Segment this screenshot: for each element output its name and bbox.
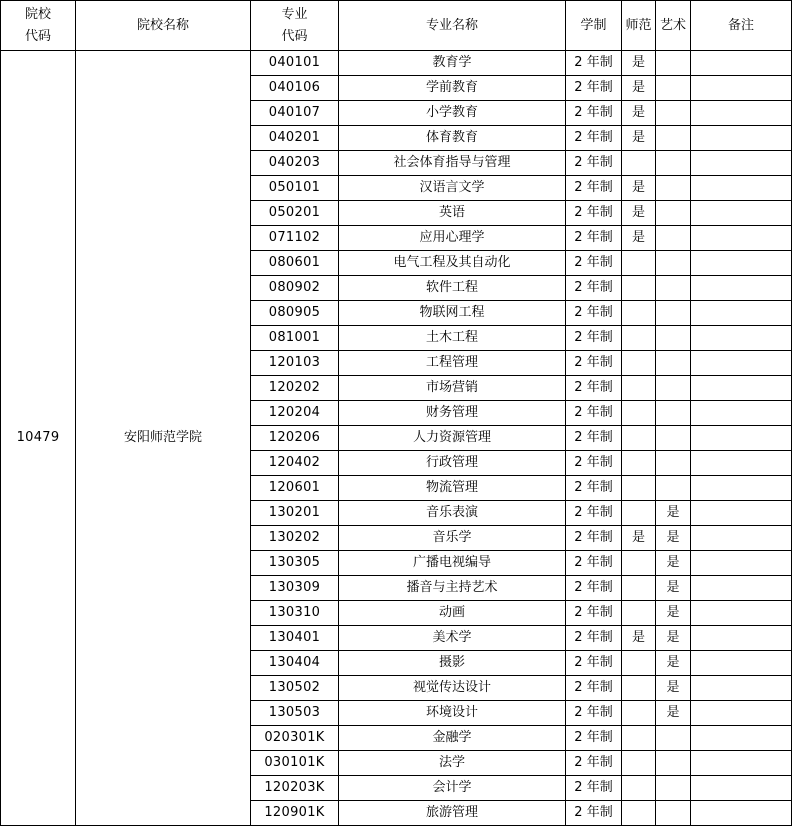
note-cell	[691, 676, 792, 701]
art-cell: 是	[656, 501, 691, 526]
art-cell	[656, 426, 691, 451]
art-cell	[656, 101, 691, 126]
header-school-code: 院校代码	[1, 1, 76, 51]
note-cell	[691, 451, 792, 476]
major-code-cell: 030101K	[251, 751, 339, 776]
note-cell	[691, 426, 792, 451]
normal-cell: 是	[622, 76, 656, 101]
header-major-code: 专业代码	[251, 1, 339, 51]
major-name-cell: 财务管理	[339, 401, 566, 426]
major-name-cell: 行政管理	[339, 451, 566, 476]
header-note: 备注	[691, 1, 792, 51]
normal-cell	[622, 276, 656, 301]
major-code-cell: 120202	[251, 376, 339, 401]
duration-cell: 2 年制	[566, 801, 622, 826]
note-cell	[691, 176, 792, 201]
major-name-cell: 美术学	[339, 626, 566, 651]
normal-cell	[622, 601, 656, 626]
normal-cell	[622, 501, 656, 526]
art-cell	[656, 126, 691, 151]
normal-cell	[622, 776, 656, 801]
duration-cell: 2 年制	[566, 476, 622, 501]
duration-cell: 2 年制	[566, 401, 622, 426]
normal-cell	[622, 651, 656, 676]
major-name-cell: 教育学	[339, 51, 566, 76]
major-code-cell: 120103	[251, 351, 339, 376]
art-cell	[656, 376, 691, 401]
major-code-cell: 080902	[251, 276, 339, 301]
art-cell: 是	[656, 576, 691, 601]
note-cell	[691, 601, 792, 626]
duration-cell: 2 年制	[566, 251, 622, 276]
duration-cell: 2 年制	[566, 451, 622, 476]
duration-cell: 2 年制	[566, 226, 622, 251]
major-name-cell: 广播电视编导	[339, 551, 566, 576]
art-cell	[656, 301, 691, 326]
note-cell	[691, 201, 792, 226]
normal-cell: 是	[622, 126, 656, 151]
duration-cell: 2 年制	[566, 201, 622, 226]
normal-cell	[622, 676, 656, 701]
major-code-cell: 130305	[251, 551, 339, 576]
major-code-cell: 020301K	[251, 726, 339, 751]
art-cell: 是	[656, 601, 691, 626]
school-name-cell: 安阳师范学院	[76, 51, 251, 826]
normal-cell: 是	[622, 226, 656, 251]
art-cell	[656, 76, 691, 101]
major-name-cell: 法学	[339, 751, 566, 776]
duration-cell: 2 年制	[566, 326, 622, 351]
note-cell	[691, 501, 792, 526]
header-duration: 学制	[566, 1, 622, 51]
note-cell	[691, 76, 792, 101]
note-cell	[691, 801, 792, 826]
major-code-cell: 080905	[251, 301, 339, 326]
normal-cell	[622, 301, 656, 326]
duration-cell: 2 年制	[566, 101, 622, 126]
note-cell	[691, 351, 792, 376]
art-cell	[656, 201, 691, 226]
normal-cell	[622, 326, 656, 351]
school-code-cell: 10479	[1, 51, 76, 826]
major-name-cell: 物联网工程	[339, 301, 566, 326]
duration-cell: 2 年制	[566, 651, 622, 676]
duration-cell: 2 年制	[566, 501, 622, 526]
major-code-cell: 040201	[251, 126, 339, 151]
art-cell	[656, 251, 691, 276]
normal-cell	[622, 551, 656, 576]
art-cell: 是	[656, 551, 691, 576]
duration-cell: 2 年制	[566, 426, 622, 451]
note-cell	[691, 376, 792, 401]
duration-cell: 2 年制	[566, 601, 622, 626]
major-name-cell: 摄影	[339, 651, 566, 676]
note-cell	[691, 101, 792, 126]
major-name-cell: 软件工程	[339, 276, 566, 301]
major-name-cell: 电气工程及其自动化	[339, 251, 566, 276]
major-name-cell: 动画	[339, 601, 566, 626]
note-cell	[691, 276, 792, 301]
normal-cell	[622, 726, 656, 751]
duration-cell: 2 年制	[566, 751, 622, 776]
major-name-cell: 应用心理学	[339, 226, 566, 251]
note-cell	[691, 51, 792, 76]
table-header	[1, 1, 792, 51]
normal-cell	[622, 151, 656, 176]
major-code-cell: 040107	[251, 101, 339, 126]
major-code-cell: 050201	[251, 201, 339, 226]
note-cell	[691, 126, 792, 151]
header-major-name: 专业名称	[339, 1, 566, 51]
major-name-cell: 音乐学	[339, 526, 566, 551]
major-name-cell: 小学教育	[339, 101, 566, 126]
note-cell	[691, 151, 792, 176]
major-code-cell: 130401	[251, 626, 339, 651]
duration-cell: 2 年制	[566, 51, 622, 76]
duration-cell: 2 年制	[566, 551, 622, 576]
art-cell	[656, 226, 691, 251]
duration-cell: 2 年制	[566, 351, 622, 376]
major-code-cell: 120601	[251, 476, 339, 501]
art-cell	[656, 51, 691, 76]
normal-cell: 是	[622, 101, 656, 126]
duration-cell: 2 年制	[566, 76, 622, 101]
art-cell	[656, 401, 691, 426]
major-code-cell: 080601	[251, 251, 339, 276]
header-school-name: 院校名称	[76, 1, 251, 51]
major-code-cell: 130309	[251, 576, 339, 601]
major-name-cell: 英语	[339, 201, 566, 226]
normal-cell	[622, 426, 656, 451]
normal-cell	[622, 701, 656, 726]
art-cell: 是	[656, 526, 691, 551]
art-cell	[656, 176, 691, 201]
major-name-cell: 视觉传达设计	[339, 676, 566, 701]
art-cell	[656, 151, 691, 176]
normal-cell	[622, 751, 656, 776]
note-cell	[691, 526, 792, 551]
normal-cell	[622, 451, 656, 476]
note-cell	[691, 551, 792, 576]
art-cell: 是	[656, 651, 691, 676]
art-cell	[656, 351, 691, 376]
major-code-cell: 040203	[251, 151, 339, 176]
art-cell	[656, 451, 691, 476]
major-code-cell: 130502	[251, 676, 339, 701]
duration-cell: 2 年制	[566, 301, 622, 326]
major-name-cell: 物流管理	[339, 476, 566, 501]
major-code-cell: 040106	[251, 76, 339, 101]
table-body	[1, 51, 792, 826]
note-cell	[691, 576, 792, 601]
major-code-cell: 071102	[251, 226, 339, 251]
major-code-cell: 130503	[251, 701, 339, 726]
normal-cell	[622, 476, 656, 501]
normal-cell: 是	[622, 51, 656, 76]
major-code-cell: 130404	[251, 651, 339, 676]
normal-cell: 是	[622, 626, 656, 651]
major-name-cell: 社会体育指导与管理	[339, 151, 566, 176]
note-cell	[691, 776, 792, 801]
duration-cell: 2 年制	[566, 176, 622, 201]
major-code-cell: 130310	[251, 601, 339, 626]
major-name-cell: 学前教育	[339, 76, 566, 101]
major-name-cell: 环境设计	[339, 701, 566, 726]
normal-cell: 是	[622, 201, 656, 226]
art-cell: 是	[656, 626, 691, 651]
note-cell	[691, 326, 792, 351]
normal-cell	[622, 351, 656, 376]
major-name-cell: 金融学	[339, 726, 566, 751]
duration-cell: 2 年制	[566, 676, 622, 701]
note-cell	[691, 751, 792, 776]
major-code-cell: 040101	[251, 51, 339, 76]
normal-cell	[622, 576, 656, 601]
art-cell: 是	[656, 676, 691, 701]
major-name-cell: 音乐表演	[339, 501, 566, 526]
duration-cell: 2 年制	[566, 576, 622, 601]
note-cell	[691, 726, 792, 751]
duration-cell: 2 年制	[566, 776, 622, 801]
major-code-cell: 120204	[251, 401, 339, 426]
normal-cell	[622, 376, 656, 401]
note-cell	[691, 476, 792, 501]
duration-cell: 2 年制	[566, 526, 622, 551]
art-cell	[656, 776, 691, 801]
note-cell	[691, 626, 792, 651]
art-cell	[656, 276, 691, 301]
major-name-cell: 工程管理	[339, 351, 566, 376]
art-cell	[656, 751, 691, 776]
major-code-cell: 050101	[251, 176, 339, 201]
art-cell: 是	[656, 701, 691, 726]
major-name-cell: 播音与主持艺术	[339, 576, 566, 601]
duration-cell: 2 年制	[566, 376, 622, 401]
major-code-cell: 120203K	[251, 776, 339, 801]
note-cell	[691, 301, 792, 326]
note-cell	[691, 651, 792, 676]
major-code-cell: 081001	[251, 326, 339, 351]
note-cell	[691, 226, 792, 251]
major-name-cell: 体育教育	[339, 126, 566, 151]
duration-cell: 2 年制	[566, 726, 622, 751]
header-art: 艺术	[656, 1, 691, 51]
normal-cell	[622, 251, 656, 276]
duration-cell: 2 年制	[566, 626, 622, 651]
major-name-cell: 汉语言文学	[339, 176, 566, 201]
art-cell	[656, 326, 691, 351]
art-cell	[656, 476, 691, 501]
normal-cell	[622, 801, 656, 826]
normal-cell: 是	[622, 176, 656, 201]
major-code-cell: 120402	[251, 451, 339, 476]
duration-cell: 2 年制	[566, 701, 622, 726]
table-row	[1, 51, 792, 76]
header-normal: 师范	[622, 1, 656, 51]
major-code-cell: 130202	[251, 526, 339, 551]
duration-cell: 2 年制	[566, 276, 622, 301]
major-name-cell: 会计学	[339, 776, 566, 801]
major-name-cell: 市场营销	[339, 376, 566, 401]
normal-cell	[622, 401, 656, 426]
major-code-cell: 120206	[251, 426, 339, 451]
note-cell	[691, 251, 792, 276]
art-cell	[656, 726, 691, 751]
note-cell	[691, 701, 792, 726]
major-code-cell: 120901K	[251, 801, 339, 826]
major-name-cell: 旅游管理	[339, 801, 566, 826]
note-cell	[691, 401, 792, 426]
art-cell	[656, 801, 691, 826]
major-name-cell: 土木工程	[339, 326, 566, 351]
duration-cell: 2 年制	[566, 126, 622, 151]
duration-cell: 2 年制	[566, 151, 622, 176]
normal-cell: 是	[622, 526, 656, 551]
major-code-cell: 130201	[251, 501, 339, 526]
major-name-cell: 人力资源管理	[339, 426, 566, 451]
